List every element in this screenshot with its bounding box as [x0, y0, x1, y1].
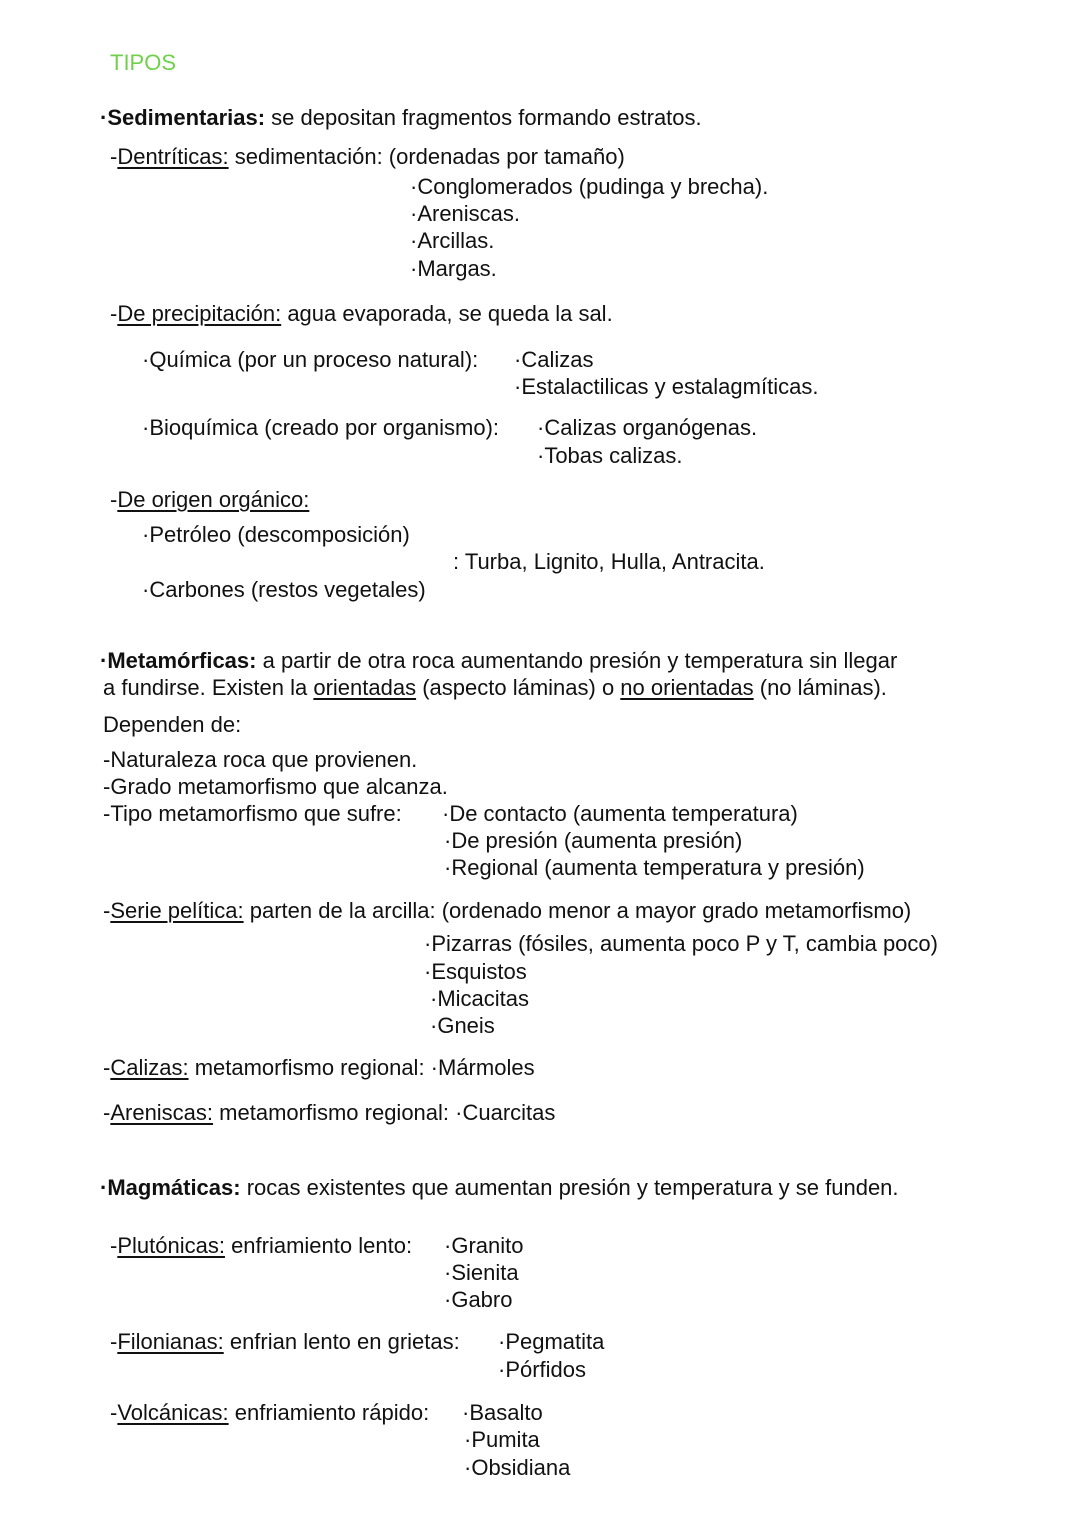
tipo-item: ·Regional (aumenta temperatura y presión)	[444, 855, 865, 880]
dash: -	[103, 1100, 111, 1125]
filonianas-line	[110, 1329, 460, 1355]
volcanicas-item: ·Pumita	[464, 1427, 540, 1452]
metamorficas-title: ·Metamórficas:	[100, 648, 257, 673]
volcanicas-label: Volcánicas:	[117, 1400, 229, 1425]
precipitacion-desc: agua evaporada, se queda la sal.	[281, 301, 613, 326]
dash: -	[110, 487, 118, 512]
plutonicas-line	[110, 1233, 412, 1259]
detriticas-desc: sedimentación: (ordenadas por tamaño)	[228, 144, 625, 169]
factor-item: -Grado metamorfismo que alcanza.	[103, 774, 448, 799]
areniscas-desc: metamorfismo regional: ·Cuarcitas	[213, 1100, 556, 1125]
metamorficas-desc: a partir de otra roca aumentando presión y temperatura sin llegar	[256, 648, 898, 673]
dash: -	[110, 301, 118, 326]
dash: -	[110, 1233, 118, 1258]
quimica-label: ·Química (por un proceso natural):	[142, 347, 479, 372]
detriticas-item: ·Arcillas.	[410, 228, 495, 253]
metamorficas-line-2	[103, 675, 887, 701]
factor-item: -Naturaleza roca que provienen.	[103, 747, 418, 772]
precipitacion-line	[110, 301, 613, 327]
volcanicas-desc: enfriamiento rápido:	[228, 1400, 430, 1425]
pelitica-line	[103, 898, 911, 924]
volcanicas-item: ·Basalto	[462, 1400, 543, 1425]
bioquimica-item: ·Tobas calizas.	[537, 443, 683, 468]
bioquimica-item: ·Calizas organógenas.	[537, 415, 758, 440]
volcanicas-line	[110, 1400, 429, 1426]
pelitica-item: ·Esquistos	[424, 959, 527, 984]
factor-item: -Tipo metamorfismo que sufre:	[103, 801, 402, 826]
pelitica-item: ·Pizarras (fósiles, aumenta poco P y T, cambia poco)	[424, 931, 938, 956]
pelitica-item: ·Gneis	[430, 1013, 495, 1038]
plutonicas-desc: enfriamiento lento:	[224, 1233, 413, 1258]
dash: -	[110, 1329, 118, 1354]
calizas-line	[103, 1055, 535, 1081]
filonianas-desc: enfrian lento en grietas:	[223, 1329, 460, 1354]
volcanicas-item: ·Obsidiana	[464, 1455, 571, 1480]
calizas-desc: metamorfismo regional: ·Mármoles	[188, 1055, 535, 1080]
detriticas-item: ·Margas.	[410, 256, 497, 281]
organico-item: ·Carbones (restos vegetales)	[142, 577, 426, 602]
sedimentarias-line	[100, 105, 702, 131]
orientadas-term: orientadas	[313, 675, 417, 700]
areniscas-label: Areniscas:	[110, 1100, 214, 1125]
sedimentarias-desc: se depositan fragmentos formando estratos.	[265, 105, 702, 130]
page-heading: TIPOS	[110, 50, 177, 75]
precipitacion-label: De precipitación:	[117, 301, 282, 326]
metamorficas-line	[100, 648, 897, 674]
organico-item: ·Petróleo (descomposición)	[142, 522, 410, 547]
calizas-label: Calizas:	[110, 1055, 189, 1080]
text: (no láminas).	[753, 675, 887, 700]
organico-line	[110, 487, 309, 513]
pelitica-label: Serie pelítica:	[110, 898, 244, 923]
text: a fundirse. Existen la	[103, 675, 314, 700]
filonianas-label: Filonianas:	[117, 1329, 224, 1354]
filonianas-item: ·Pegmatita	[498, 1329, 605, 1354]
dash: -	[110, 144, 118, 169]
magmaticas-title: ·Magmáticas:	[100, 1175, 241, 1200]
plutonicas-item: ·Sienita	[444, 1260, 519, 1285]
filonianas-item: ·Pórfidos	[498, 1357, 587, 1382]
organico-types: : Turba, Lignito, Hulla, Antracita.	[453, 549, 765, 574]
dash: -	[103, 898, 111, 923]
magmaticas-line	[100, 1175, 899, 1201]
quimica-item: ·Estalactilicas y estalagmíticas.	[514, 374, 819, 399]
dependen-label: Dependen de:	[103, 712, 242, 737]
pelitica-item: ·Micacitas	[430, 986, 530, 1011]
tipo-item: ·De presión (aumenta presión)	[444, 828, 743, 853]
bioquimica-label: ·Bioquímica (creado por organismo):	[142, 415, 500, 440]
plutonicas-item: ·Gabro	[444, 1287, 513, 1312]
sedimentarias-title: ·Sedimentarias:	[100, 105, 266, 130]
detriticas-item: ·Areniscas.	[410, 201, 521, 226]
quimica-item: ·Calizas	[514, 347, 594, 372]
text: (aspecto láminas) o	[416, 675, 621, 700]
dash: -	[110, 1400, 118, 1425]
dash: -	[103, 1055, 111, 1080]
areniscas-line	[103, 1100, 555, 1126]
organico-label: De origen orgánico:	[117, 487, 310, 512]
detriticas-label: Dentríticas:	[117, 144, 229, 169]
magmaticas-desc: rocas existentes que aumentan presión y temperatura y se funden.	[240, 1175, 899, 1200]
plutonicas-item: ·Granito	[444, 1233, 524, 1258]
tipo-item: ·De contacto (aumenta temperatura)	[442, 801, 798, 826]
detriticas-line	[110, 144, 625, 170]
plutonicas-label: Plutónicas:	[117, 1233, 225, 1258]
no-orientadas-term: no orientadas	[620, 675, 754, 700]
pelitica-desc: parten de la arcilla: (ordenado menor a mayor grado metamorfismo)	[243, 898, 912, 923]
detriticas-item: ·Conglomerados (pudinga y brecha).	[410, 174, 769, 199]
